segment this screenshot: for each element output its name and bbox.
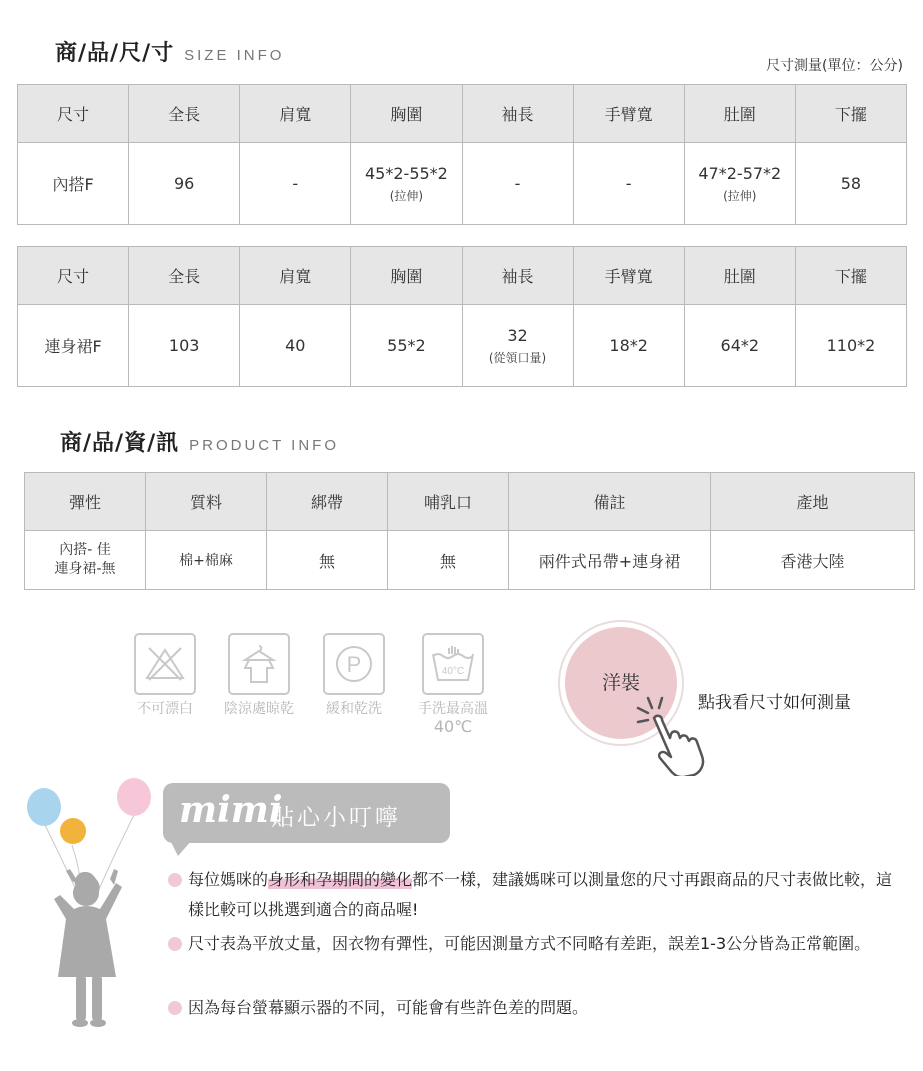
brand-logo: mimi [179,789,283,831]
cell-hem: 110*2 [795,305,906,387]
product-title-en: PRODUCT INFO [189,437,340,454]
cell-length: 96 [129,143,240,225]
header-shoulder: 肩寬 [240,247,351,305]
unit-note: 尺寸測量(單位：公分) [766,58,903,74]
care-hand-wash [408,633,498,735]
product-section-title [60,426,339,457]
product-title-zh: 商/品/資/訊 [60,431,180,456]
header-length: 全長 [129,247,240,305]
header-chest: 胸圍 [351,85,462,143]
cell-hem: 58 [795,143,906,225]
size-section-title [55,36,284,67]
size-table-1 [17,84,907,225]
header-nursing: 哺乳口 [388,473,509,531]
cell-belly: 64*2 [684,305,795,387]
tip-1-post: 都不一樣，建議媽咪可以測量您的尺寸再跟商品的尺寸表做比較，這樣比較可以挑選到適合的商品喔! [188,870,893,919]
header-size: 尺寸 [18,85,129,143]
cell-size: 內搭F [18,143,129,225]
header-belly: 肚圍 [684,85,795,143]
header-arm: 手臂寬 [573,247,684,305]
sleeve-note: (從領口量) [488,350,547,365]
tip-2-text: 尺寸表為平放丈量，因衣物有彈性，可能因測量方式不同略有差距，誤差1-3公分皆為正常範圍。 [188,934,871,953]
dry-clean-p-icon [323,633,385,695]
care-no-bleach [120,633,210,718]
cell-arm: 18*2 [573,305,684,387]
tip-item-2 [168,929,898,959]
cell-chest [351,143,462,225]
tip-3-text: 因為每台螢幕顯示器的不同，可能會有些許色差的問題。 [188,998,589,1017]
header-material: 質料 [146,473,267,531]
cell-strap: 無 [267,531,388,590]
dress-label: 洋裝 [601,672,640,694]
header-sleeve: 袖長 [462,247,573,305]
gentle-dry-label: 緩和乾洗 [326,701,382,717]
header-sleeve: 袖長 [462,85,573,143]
tip-1-highlight: 身形和孕期間的變化 [268,870,413,889]
cell-elasticity [25,531,146,590]
bullet-dot-icon [168,937,182,951]
cell-belly [684,143,795,225]
cell-sleeve: - [462,143,573,225]
girl-balloons-illustration [24,775,164,1045]
measure-guide-link[interactable]: 點我看尺寸如何測量 [698,693,851,713]
elasticity-line1: 內搭- 佳 [59,542,111,558]
header-length: 全長 [129,85,240,143]
girl-silhouette [54,869,122,1027]
cell-nursing: 無 [388,531,509,590]
cell-sleeve [462,305,573,387]
bubble-tail [170,840,192,856]
size-table-2 [17,246,907,387]
cell-material: 棉+棉麻 [146,531,267,590]
header-chest: 胸圍 [351,247,462,305]
bullet-dot-icon [168,1001,182,1015]
no-bleach-label: 不可漂白 [137,701,193,717]
header-hem: 下擺 [795,85,906,143]
header-origin: 產地 [711,473,915,531]
cell-chest: 55*2 [351,305,462,387]
tip-item-3 [168,993,898,1023]
cell-note: 兩件式吊帶+連身裙 [509,531,711,590]
sleeve-value: 32 [507,325,528,345]
belly-value: 47*2-57*2 [698,163,782,183]
size-title-en: SIZE INFO [184,47,285,64]
hand-wash-icon [422,633,484,695]
shade-dry-label: 陰涼處晾乾 [224,701,294,717]
chest-value: 45*2-55*2 [365,163,448,183]
no-bleach-icon [134,633,196,695]
care-gentle-dry [309,633,399,718]
care-shade-dry [214,633,304,718]
header-size: 尺寸 [18,247,129,305]
table-row [25,531,915,590]
product-table [24,472,915,590]
cell-arm: - [573,143,684,225]
header-strap: 綁帶 [267,473,388,531]
table-row [18,143,907,225]
tips-heading: 貼心小叮嚀 [271,805,401,831]
header-elasticity: 彈性 [25,473,146,531]
header-arm: 手臂寬 [573,85,684,143]
tip-1-pre: 每位媽咪的 [188,870,269,889]
bullet-dot-icon [168,873,182,887]
cell-origin: 香港大陸 [711,531,915,590]
belly-note: (拉伸) [723,188,757,203]
hand-wash-label-1: 手洗最高溫 [418,701,488,717]
cell-shoulder: 40 [240,305,351,387]
header-belly: 肚圍 [684,247,795,305]
tips-bubble [163,783,450,843]
p-symbol: P [346,652,362,677]
header-hem: 下擺 [795,247,906,305]
hand-wash-label-2: 40℃ [433,717,473,736]
elasticity-line2: 連身裙-無 [54,561,116,577]
balloon-pink [117,778,151,816]
shade-dry-icon [228,633,290,695]
header-note: 備註 [509,473,711,531]
chest-note: (拉伸) [389,188,424,203]
wash-temp: 40°C [441,666,465,677]
cell-shoulder: - [240,143,351,225]
tip-item-1 [168,865,898,925]
balloon-blue [27,788,61,826]
balloon-orange [60,818,86,844]
size-title-zh: 商/品/尺/寸 [55,41,175,66]
tip-1-text [188,865,898,925]
table-row [18,305,907,387]
cell-length: 103 [129,305,240,387]
cell-size: 連身裙F [18,305,129,387]
header-shoulder: 肩寬 [240,85,351,143]
